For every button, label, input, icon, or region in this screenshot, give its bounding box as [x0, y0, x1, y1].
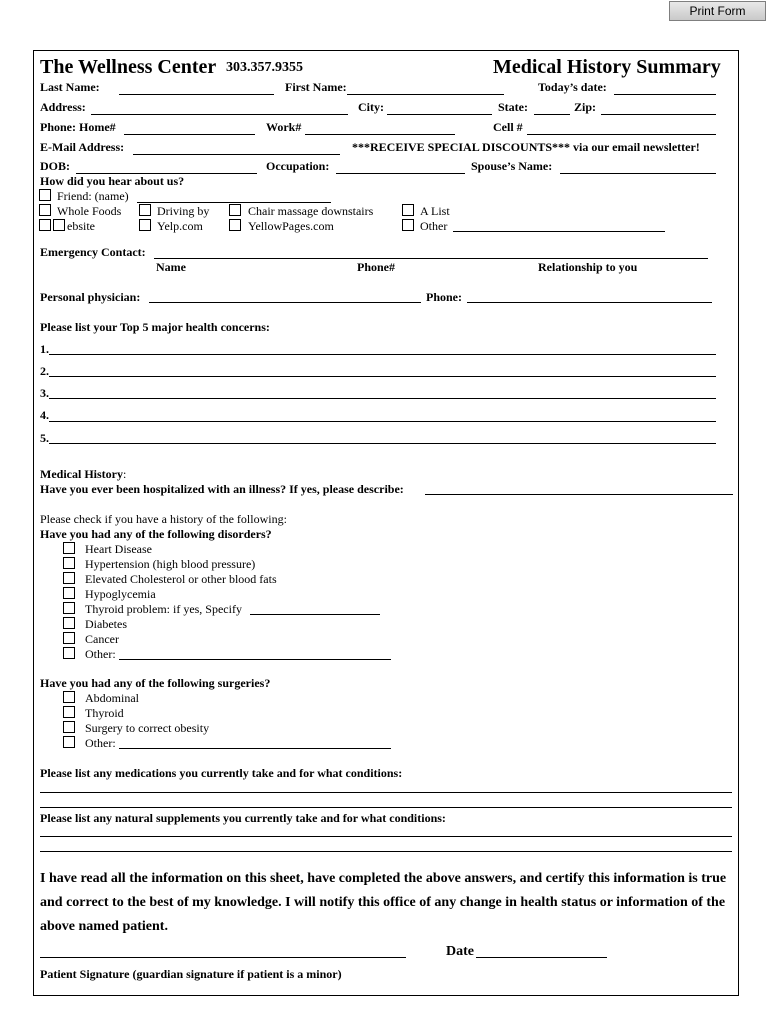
supplements-field-1[interactable]: [40, 836, 732, 837]
medical-history-heading-text: Medical History: [40, 467, 123, 481]
supplements-prompt: Please list any natural supplements you currently take and for what conditions:: [40, 811, 446, 825]
occupation-label: Occupation:: [266, 159, 330, 173]
concern-number: 2.: [40, 364, 49, 378]
thyroid-specify-field[interactable]: [250, 614, 380, 615]
todays-date-label: Today’s date:: [538, 80, 607, 94]
signature-field[interactable]: [40, 957, 406, 958]
certification-line: and correct to the best of my knowledge. I will notify this office of any change in health status or information of the: [40, 895, 726, 910]
disorder-label: Hypoglycemia: [85, 587, 156, 601]
other-surgery-field[interactable]: [119, 748, 391, 749]
disorder-label: Cancer: [85, 632, 119, 646]
state-label: State:: [498, 100, 528, 114]
address-field[interactable]: [91, 114, 348, 115]
physician-phone-field[interactable]: [467, 302, 712, 303]
supplements-field-2[interactable]: [40, 851, 732, 852]
occupation-field[interactable]: [336, 173, 465, 174]
date-label: Date: [446, 944, 474, 959]
check-intro: Please check if you have a history of the following:: [40, 512, 287, 526]
city-field[interactable]: [387, 114, 492, 115]
thyroid-surgery-checkbox[interactable]: [63, 706, 75, 718]
heart-disease-checkbox[interactable]: [63, 542, 75, 554]
emergency-relationship-caption: Relationship to you: [538, 260, 638, 274]
physician-label: Personal physician:: [40, 290, 141, 304]
surgery-label: Thyroid: [85, 706, 124, 720]
zip-field[interactable]: [601, 114, 716, 115]
driving-by-label: Driving by: [157, 204, 210, 218]
friend-checkbox[interactable]: [39, 189, 51, 201]
thyroid-problem-checkbox[interactable]: [63, 602, 75, 614]
concern-2-field[interactable]: [49, 376, 716, 377]
disorder-label: Elevated Cholesterol or other blood fats: [85, 572, 277, 586]
hypoglycemia-checkbox[interactable]: [63, 587, 75, 599]
other-referral-label: Other: [420, 219, 448, 233]
medications-field-2[interactable]: [40, 807, 732, 808]
other-disorder-field[interactable]: [119, 659, 391, 660]
other-disorder-checkbox[interactable]: [63, 647, 75, 659]
signature-date-field[interactable]: [476, 957, 607, 958]
driving-by-checkbox[interactable]: [139, 204, 151, 216]
emergency-contact-label: Emergency Contact:: [40, 245, 146, 259]
city-label: City:: [358, 100, 384, 114]
hypertension-checkbox[interactable]: [63, 557, 75, 569]
website-label: ebsite: [67, 219, 95, 233]
concern-number: 1.: [40, 342, 49, 356]
concern-number: 4.: [40, 408, 49, 422]
yelp-checkbox[interactable]: [139, 219, 151, 231]
certification-line: above named patient.: [40, 919, 168, 934]
cell-field[interactable]: [527, 134, 716, 135]
todays-date-field[interactable]: [614, 94, 716, 95]
medical-history-colon: :: [122, 467, 127, 481]
concern-number: 5.: [40, 431, 49, 445]
print-form-button[interactable]: Print Form: [669, 1, 766, 21]
surgery-label: Surgery to correct obesity: [85, 721, 210, 735]
whole-foods-label: Whole Foods: [57, 204, 122, 218]
hospitalized-question: Have you ever been hospitalized with an illness? If yes, please describe:: [40, 482, 404, 496]
disorder-label: Heart Disease: [85, 542, 152, 556]
abdominal-checkbox[interactable]: [63, 691, 75, 703]
center-name: The Wellness Center: [40, 56, 217, 78]
hospitalized-field[interactable]: [425, 494, 733, 495]
signature-label: Patient Signature (guardian signature if patient is a minor): [40, 967, 342, 981]
concern-3-field[interactable]: [49, 398, 716, 399]
medications-field-1[interactable]: [40, 792, 732, 793]
zip-label: Zip:: [574, 100, 597, 114]
obesity-surgery-checkbox[interactable]: [63, 721, 75, 733]
referral-question: How did you hear about us?: [40, 174, 185, 188]
phone-home-field[interactable]: [124, 134, 255, 135]
cholesterol-checkbox[interactable]: [63, 572, 75, 584]
surgery-label: Other:: [85, 736, 116, 750]
cancer-checkbox[interactable]: [63, 632, 75, 644]
chair-massage-checkbox[interactable]: [229, 204, 241, 216]
certification-line: I have read all the information on this sheet, have completed the above answers, and certify this information is true: [40, 871, 727, 886]
chair-massage-label: Chair massage downstairs: [248, 204, 374, 218]
website-checkbox-b[interactable]: [53, 219, 65, 231]
first-name-field[interactable]: [347, 94, 504, 95]
first-name-label: First Name:: [285, 80, 347, 94]
last-name-label: Last Name:: [40, 80, 100, 94]
other-referral-field[interactable]: [453, 231, 665, 232]
concern-5-field[interactable]: [49, 443, 716, 444]
concern-4-field[interactable]: [49, 421, 716, 422]
yellowpages-label: YellowPages.com: [248, 219, 334, 233]
disorders-question: Have you had any of the following disorders?: [40, 527, 272, 541]
dob-label: DOB:: [40, 159, 70, 173]
physician-field[interactable]: [149, 302, 421, 303]
concern-number: 3.: [40, 386, 49, 400]
health-concerns-prompt: Please list your Top 5 major health concerns:: [40, 320, 270, 334]
disorder-label: Hypertension (high blood pressure): [85, 557, 256, 571]
spouse-label: Spouse’s Name:: [471, 159, 553, 173]
phone-home-label: Phone: Home#: [40, 120, 116, 134]
whole-foods-checkbox[interactable]: [39, 204, 51, 216]
email-field[interactable]: [133, 154, 340, 155]
yellowpages-checkbox[interactable]: [229, 219, 241, 231]
website-checkbox-a[interactable]: [39, 219, 51, 231]
emergency-phone-caption: Phone#: [357, 260, 396, 274]
friend-label: Friend: (name): [57, 189, 129, 203]
a-list-checkbox[interactable]: [402, 204, 414, 216]
yelp-label: Yelp.com: [157, 219, 203, 233]
medical-history-heading: [40, 468, 126, 480]
medications-prompt: Please list any medications you currently take and for what conditions:: [40, 766, 403, 780]
surgery-label: Abdominal: [85, 691, 139, 705]
friend-name-field[interactable]: [137, 202, 331, 203]
cell-label: Cell #: [493, 120, 523, 134]
diabetes-checkbox[interactable]: [63, 617, 75, 629]
other-referral-checkbox[interactable]: [402, 219, 414, 231]
other-surgery-checkbox[interactable]: [63, 736, 75, 748]
center-phone: 303.357.9355: [226, 60, 303, 75]
surgeries-question: Have you had any of the following surgeries?: [40, 676, 271, 690]
emergency-contact-field[interactable]: [154, 258, 708, 259]
form-title: Medical History Summary: [493, 56, 721, 78]
disorder-label: Diabetes: [85, 617, 127, 631]
emergency-name-caption: Name: [156, 260, 186, 274]
physician-phone-label: Phone:: [426, 290, 462, 304]
last-name-field[interactable]: [119, 94, 274, 95]
disorder-label: Thyroid problem: if yes, Specify: [85, 602, 242, 616]
a-list-label: A List: [420, 204, 450, 218]
discounts-note: ***RECEIVE SPECIAL DISCOUNTS*** via our email newsletter!: [352, 140, 700, 154]
disorder-label: Other:: [85, 647, 116, 661]
email-label: E-Mail Address:: [40, 140, 125, 154]
address-label: Address:: [40, 100, 86, 114]
spouse-field[interactable]: [560, 173, 716, 174]
state-field[interactable]: [534, 114, 570, 115]
concern-1-field[interactable]: [49, 354, 716, 355]
work-field[interactable]: [305, 134, 455, 135]
work-label: Work#: [266, 120, 302, 134]
